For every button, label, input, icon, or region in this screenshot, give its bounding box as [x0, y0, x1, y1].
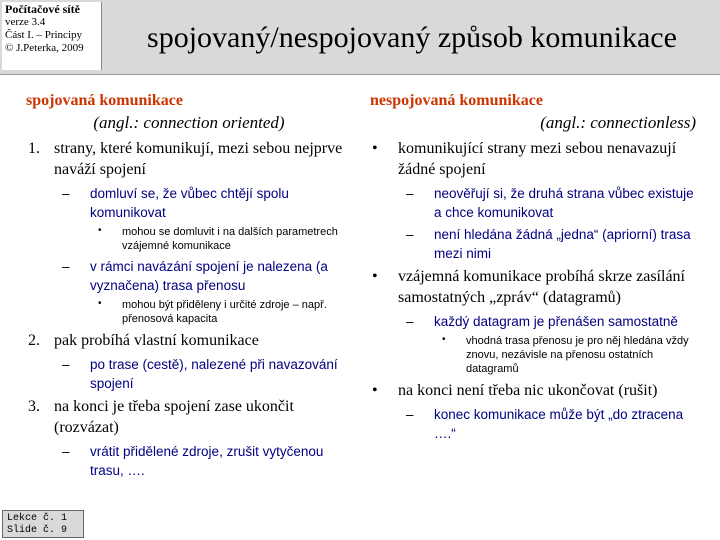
sub-item	[28, 442, 350, 480]
item-marker: 3.	[28, 398, 40, 415]
item-marker: •	[372, 140, 378, 157]
sub-sub-item-text: vhodná trasa přenosu je pro něj hledána vždy znovu, nezávisle na přenosu ostatních datagramů	[466, 335, 689, 375]
right-heading: nespojovaná komunikace	[370, 92, 543, 109]
list-item	[372, 266, 704, 308]
item-text: na konci je třeba spojení zase ukončit (rozvázat)	[54, 398, 294, 436]
lesson-number: Lekce č. 1	[7, 513, 68, 524]
bullet-marker: •	[442, 334, 446, 345]
sub-item	[28, 355, 350, 393]
copyright-label: © J.Peterka, 2009	[5, 42, 84, 54]
sub-item-text: neověřují si, že druhá strana vůbec existuje a chce komunikovat	[434, 186, 694, 220]
course-name: Počítačové sítě	[5, 2, 80, 16]
left-column	[28, 90, 350, 483]
item-text: pak probíhá vlastní komunikace	[54, 332, 259, 349]
sub-item	[372, 225, 704, 263]
item-text: vzájemná komunikace probíhá skrze zasílání samostatných „zpráv“ (datagramů)	[398, 268, 685, 306]
item-marker: •	[372, 268, 378, 285]
left-subheading: (angl.: connection oriented)	[93, 113, 285, 132]
item-marker: 2.	[28, 332, 40, 349]
dash-marker: –	[406, 407, 414, 422]
bullet-marker: •	[98, 225, 102, 236]
right-subheading: (angl.: connectionless)	[540, 113, 696, 132]
sub-sub-item	[28, 225, 350, 253]
sub-item	[28, 257, 350, 295]
sub-sub-item-text: mohou být přiděleny i určité zdroje – např. přenosová kapacita	[122, 299, 327, 325]
sub-item-text: v rámci navázání spojení je nalezena (a vyznačena) trasa přenosu	[90, 259, 328, 293]
right-column	[372, 90, 704, 446]
version-label: verze 3.4	[5, 16, 46, 28]
sub-item	[28, 184, 350, 222]
sub-sub-item-text: mohou se domluvit i na dalších parametrech vzájemné komunikace	[122, 226, 338, 252]
dash-marker: –	[406, 227, 414, 242]
dash-marker: –	[62, 186, 70, 201]
list-item	[372, 138, 704, 180]
sub-item-text: není hledána žádná „jedna“ (apriorní) trasa mezi nimi	[434, 227, 691, 261]
slide-header	[0, 0, 720, 75]
dash-marker: –	[62, 259, 70, 274]
sub-item-text: vrátit přidělené zdroje, zrušit vytyčenou trasu, ….	[90, 444, 324, 478]
slide-number: Slide č. 9	[7, 525, 68, 536]
dash-marker: –	[406, 186, 414, 201]
sub-item-text: každý datagram je přenášen samostatně	[434, 314, 678, 329]
sub-item	[372, 312, 704, 331]
dash-marker: –	[62, 357, 70, 372]
slide-footer	[2, 510, 84, 538]
item-text: strany, které komunikují, mezi sebou nejprve naváží spojení	[54, 140, 343, 178]
sub-item	[372, 184, 704, 222]
sub-sub-item	[28, 298, 350, 326]
slide-title: spojovaný/nespojovaný způsob komunikace	[147, 21, 677, 54]
sub-item-text: domluví se, že vůbec chtějí spolu komunikovat	[90, 186, 289, 220]
course-info-box	[2, 2, 102, 70]
item-marker: •	[372, 382, 378, 399]
item-text: na konci není třeba nic ukončovat (rušit)	[398, 382, 658, 399]
sub-sub-item	[372, 334, 704, 376]
list-item	[28, 330, 350, 351]
list-item	[28, 138, 350, 180]
list-item	[28, 396, 350, 438]
left-heading: spojovaná komunikace	[26, 92, 183, 109]
dash-marker: –	[62, 444, 70, 459]
dash-marker: –	[406, 314, 414, 329]
bullet-marker: •	[98, 298, 102, 309]
sub-item-text: po trase (cestě), nalezené při navazování spojení	[90, 357, 338, 391]
list-item	[372, 380, 704, 401]
sub-item	[372, 405, 704, 443]
sub-item-text: konec komunikace může být „do ztracena ….“	[434, 407, 684, 441]
part-label: Část I. – Principy	[5, 29, 82, 41]
item-marker: 1.	[28, 140, 40, 157]
item-text: komunikující strany mezi sebou nenavazují žádné spojení	[398, 140, 677, 178]
